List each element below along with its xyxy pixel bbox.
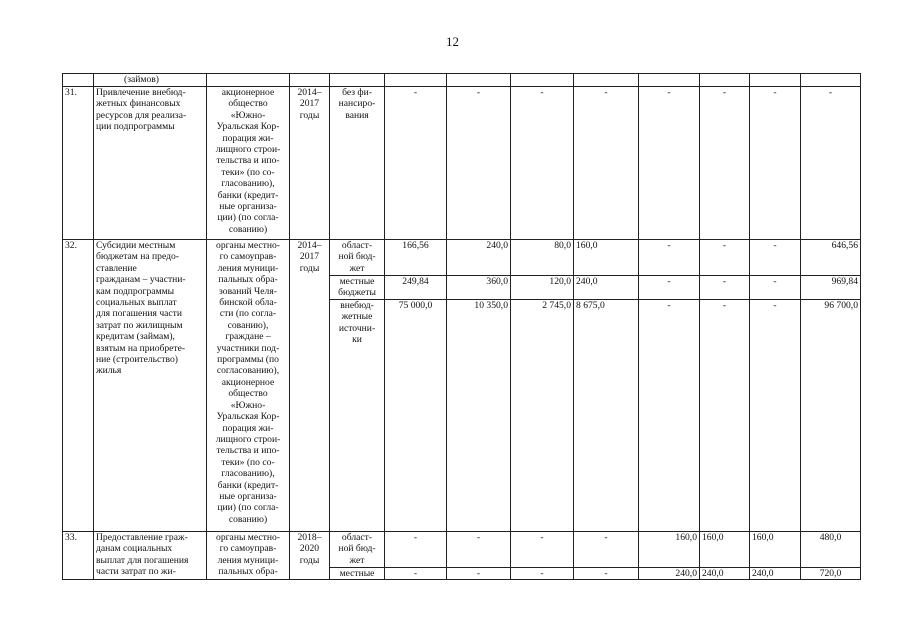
cell-value: - xyxy=(639,240,700,276)
cell-executor: органы местно- го самоуправ- ления муници- пальных обра- xyxy=(207,532,290,580)
cell-value: - xyxy=(385,532,447,568)
cell-value: - xyxy=(750,276,801,300)
cell-funding-source: област- ной бюд- жет xyxy=(330,240,385,276)
cell-value: - xyxy=(574,532,639,568)
cell-value: - xyxy=(385,568,447,580)
cell-value: 360,0 xyxy=(447,276,511,300)
cell-value: - xyxy=(385,87,447,240)
cell-value: 240,0 xyxy=(574,276,639,300)
cell-value: 646,56 xyxy=(801,240,861,276)
cell-measure-name: Привлечение внебюд- жетных финансовых ресурсов для реализа- ции подпрограммы xyxy=(94,87,207,240)
cell-value: 8 675,0 xyxy=(574,300,639,532)
cell-term: 2014– 2017 годы xyxy=(290,87,330,240)
cell-value: - xyxy=(511,568,574,580)
cell-term: 2018– 2020 годы xyxy=(290,532,330,580)
table-row-32 xyxy=(63,240,861,276)
cell-value: - xyxy=(700,300,750,532)
cell-measure-name: Субсидии местным бюджетам на предо- ставление гражданам – участни- кам подпрограммы социальных выплат для погашения части затрат по жилищным кредитам (займам), взятым на приобрете- ние (строительство) жилья xyxy=(94,240,207,532)
cell-value: 480,0 xyxy=(801,532,861,568)
program-measures-table xyxy=(62,73,861,580)
cell-funding-source: местные бюджеты xyxy=(330,276,385,300)
cell-row-number: 31. xyxy=(63,87,94,240)
cell-value: - xyxy=(639,87,700,240)
cell-value: 240,0 xyxy=(750,568,801,580)
cell-value: - xyxy=(447,532,511,568)
cell-value: - xyxy=(511,87,574,240)
cell-value: 10 350,0 xyxy=(447,300,511,532)
cell-name: (займов) xyxy=(94,74,207,87)
cell-value: 240,0 xyxy=(447,240,511,276)
cell-value: 120,0 xyxy=(511,276,574,300)
cell-executor: акционерное общество «Южно- Уральская Кор- порация жи- лищного строи- тельства и ипо- теки» (по со- гласованию), банки (кредит- ные организа- ции) (по согла- сованию) xyxy=(207,87,290,240)
cell-value: - xyxy=(700,87,750,240)
cell-value: 75 000,0 xyxy=(385,300,447,532)
cell-value: - xyxy=(750,240,801,276)
cell-funding-source: местные xyxy=(330,568,385,580)
cell-value: - xyxy=(447,87,511,240)
cell-value: 240,0 xyxy=(700,568,750,580)
page-number: 12 xyxy=(446,34,459,49)
cell-value: - xyxy=(700,276,750,300)
cell-value: - xyxy=(700,240,750,276)
cell-measure-name: Предоставление граж- данам социальных выплат для погашения части затрат по жи- xyxy=(94,532,207,580)
cell-value: - xyxy=(639,300,700,532)
cell-value: - xyxy=(750,87,801,240)
cell-funding-source: внебюд- жетные источни- ки xyxy=(330,300,385,532)
cell-funding-source: област- ной бюд- жет xyxy=(330,532,385,568)
cell-value: 160,0 xyxy=(574,240,639,276)
cell-value: 160,0 xyxy=(750,532,801,568)
cell-value: 80,0 xyxy=(511,240,574,276)
cell-value: 2 745,0 xyxy=(511,300,574,532)
cell-value: 240,0 xyxy=(639,568,700,580)
cell-value: - xyxy=(801,87,861,240)
cell-value: 720,0 xyxy=(801,568,861,580)
cell-value: 969,84 xyxy=(801,276,861,300)
cell-value: - xyxy=(511,532,574,568)
cell-funding-source: без фи- нансиро- вания xyxy=(330,87,385,240)
cell-value: - xyxy=(574,87,639,240)
table-row-31 xyxy=(63,87,861,240)
cell-value: 96 700,0 xyxy=(801,300,861,532)
cell-row-number: 33. xyxy=(63,532,94,580)
cell-executor: органы местно- го самоуправ- ления муници- пальных обра- зований Челя- бинской обла- сти (по согла- сованию), граждане – участники под- программы (по согласованию), акционерное общество «Южно- Уральская Кор- порация жи- лищного строи- тельства и ипо- теки» (по со- гласованию), банки (кредит- ные организа- ции) (по согла- сованию) xyxy=(207,240,290,532)
cell-value: 160,0 xyxy=(639,532,700,568)
table-row-33 xyxy=(63,532,861,568)
cell-row-number: 32. xyxy=(63,240,94,532)
cell-value: 160,0 xyxy=(700,532,750,568)
cell-value: 166,56 xyxy=(385,240,447,276)
cell-value: - xyxy=(750,300,801,532)
cell-value: - xyxy=(639,276,700,300)
cell-value: - xyxy=(447,568,511,580)
cell-value: - xyxy=(574,568,639,580)
table-row-continuation xyxy=(63,74,861,87)
cell-value: 249,84 xyxy=(385,276,447,300)
cell-term: 2014– 2017 годы xyxy=(290,240,330,532)
